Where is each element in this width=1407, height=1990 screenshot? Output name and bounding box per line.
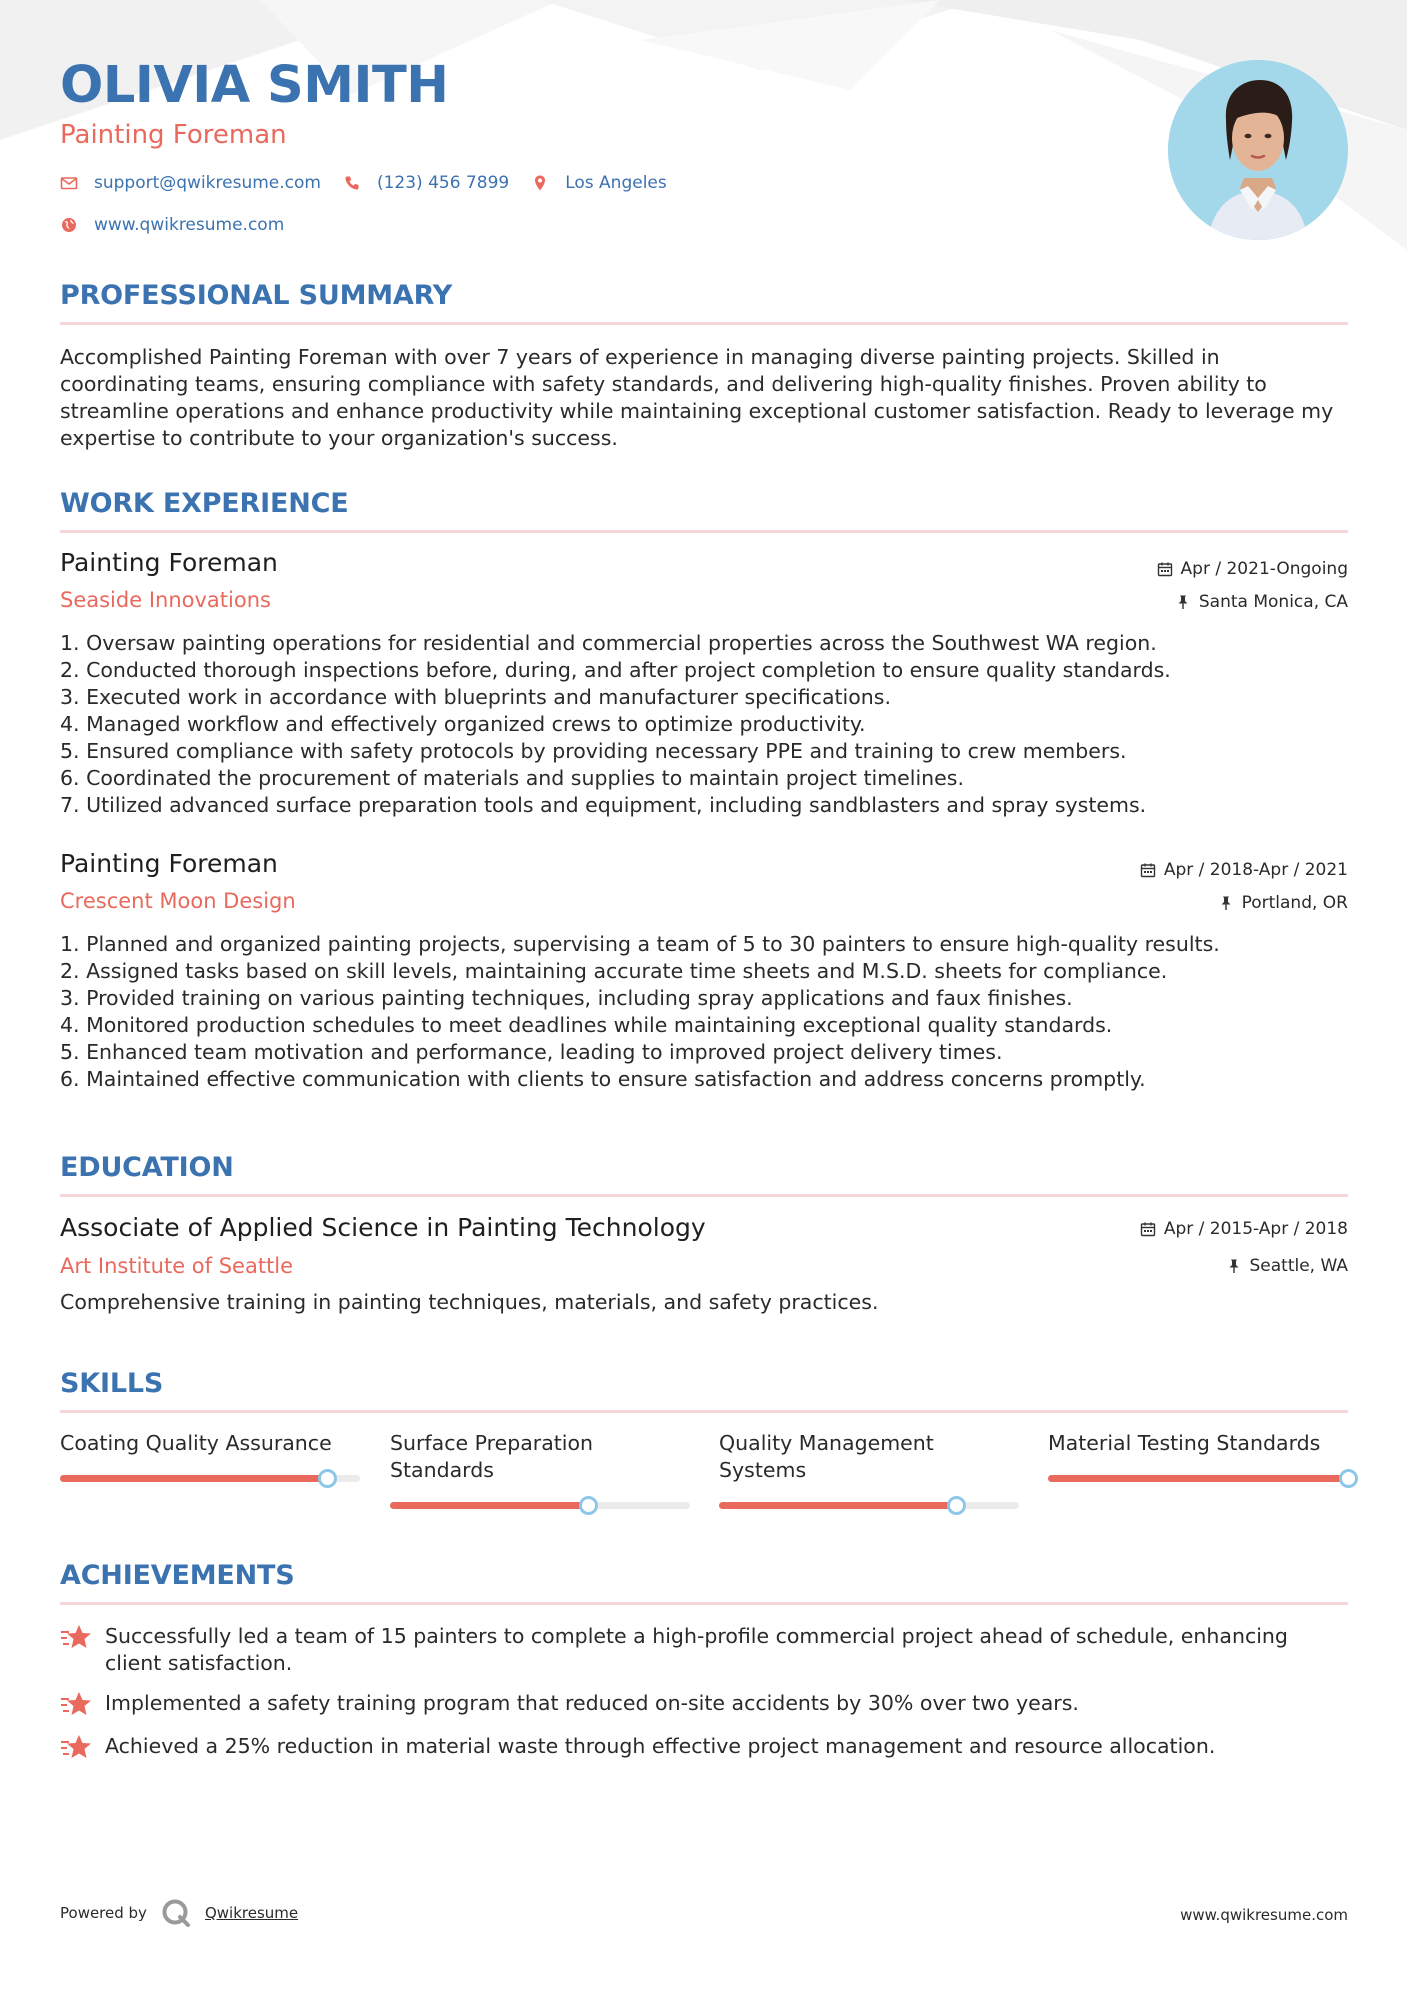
job-dates (1157, 559, 1348, 579)
section-divider (60, 1410, 1348, 1413)
job-location (1175, 592, 1348, 612)
candidate-role: Painting Foreman (60, 120, 287, 150)
job-title: Painting Foreman (60, 849, 278, 878)
skill-item (719, 1430, 1019, 1484)
summary-section-title: PROFESSIONAL SUMMARY (60, 280, 453, 311)
skill-item (60, 1430, 360, 1457)
skill-level-bar (719, 1502, 1019, 1509)
company-name: Crescent Moon Design (60, 889, 296, 913)
list-item: 1. Oversaw painting operations for residential and commercial properties across the Southwest WA region. (60, 631, 1157, 655)
skill-level-fill (390, 1502, 588, 1509)
job-title: Painting Foreman (60, 548, 278, 577)
pushpin-icon (1218, 895, 1234, 911)
list-item: 4. Managed workflow and effectively organized crews to optimize productivity. (60, 712, 866, 736)
company-name: Seaside Innovations (60, 588, 271, 612)
contact-row-primary (60, 173, 689, 193)
location-text: Los Angeles (565, 173, 667, 193)
skill-level-knob (1339, 1469, 1358, 1488)
skill-level-fill (1048, 1475, 1348, 1482)
section-divider (60, 1194, 1348, 1197)
email-text[interactable]: support@qwikresume.com (94, 173, 321, 193)
pushpin-icon (1175, 594, 1191, 610)
star-award-icon (60, 1623, 92, 1651)
skill-level-bar (390, 1502, 690, 1509)
skill-level-fill (719, 1502, 956, 1509)
skill-level-knob (579, 1496, 598, 1515)
skill-name: Surface Preparation Standards (390, 1431, 594, 1482)
list-item: 5. Enhanced team motivation and performance, leading to improved project delivery times. (60, 1040, 1003, 1064)
website-text[interactable]: www.qwikresume.com (94, 215, 285, 235)
skills-section-title: SKILLS (60, 1368, 164, 1399)
list-item: 3. Executed work in accordance with blueprints and manufacturer specifications. (60, 685, 891, 709)
job-bullets (60, 630, 1348, 819)
list-item: 6. Maintained effective communication with clients to ensure satisfaction and address concerns promptly. (60, 1067, 1146, 1091)
powered-by-label: Powered by (60, 1904, 147, 1922)
skill-level-bar (60, 1475, 360, 1482)
website-item[interactable] (60, 215, 284, 235)
achievement-text: Successfully led a team of 15 painters to complete a high-profile commercial project ahead of schedule, enhancing client satisfaction. (105, 1624, 1288, 1675)
globe-icon (60, 216, 78, 234)
job-dates-text: Apr / 2021-Ongoing (1180, 559, 1348, 579)
star-award-icon (60, 1690, 92, 1718)
list-item: 2. Conducted thorough inspections before, during, and after project completion to ensure quality standards. (60, 658, 1171, 682)
list-item: 5. Ensured compliance with safety protocols by providing necessary PPE and training to crew members. (60, 739, 1127, 763)
skill-level-knob (318, 1469, 337, 1488)
education-section-title: EDUCATION (60, 1152, 234, 1183)
degree-title: Associate of Applied Science in Painting Technology (60, 1213, 706, 1242)
job-location (1218, 893, 1348, 913)
job-dates-text: Apr / 2018-Apr / 2021 (1163, 860, 1348, 880)
section-divider (60, 530, 1348, 533)
list-item: 3. Provided training on various painting techniques, including spray applications and faux finishes. (60, 986, 1073, 1010)
calendar-icon (1157, 561, 1173, 577)
list-item: 1. Planned and organized painting projects, supervising a team of 5 to 30 painters to ensure high-quality results. (60, 932, 1220, 956)
phone-icon (343, 174, 361, 192)
skill-name: Quality Management Systems (719, 1431, 934, 1482)
footer-branding (60, 1898, 298, 1928)
skill-item (390, 1430, 690, 1484)
footer-website[interactable]: www.qwikresume.com (1180, 1906, 1348, 1924)
education-location-text: Seattle, WA (1249, 1256, 1348, 1276)
skill-item (1048, 1430, 1348, 1457)
location-item (531, 173, 667, 193)
school-name: Art Institute of Seattle (60, 1254, 294, 1278)
pushpin-icon (1226, 1258, 1242, 1274)
qwikresume-link[interactable]: Qwikresume (204, 1904, 299, 1922)
achievement-text: Implemented a safety training program that reduced on-site accidents by 30% over two years. (105, 1691, 1079, 1715)
phone-text[interactable]: (123) 456 7899 (376, 173, 510, 193)
education-description: Comprehensive training in painting techniques, materials, and safety practices. (60, 1290, 879, 1314)
achievement-item (60, 1690, 1348, 1718)
skill-name: Material Testing Standards (1048, 1431, 1321, 1455)
calendar-icon (1140, 862, 1156, 878)
section-divider (60, 1602, 1348, 1605)
education-dates-text: Apr / 2015-Apr / 2018 (1163, 1219, 1348, 1239)
envelope-icon (60, 174, 78, 192)
job-bullets (60, 931, 1348, 1093)
education-location (1226, 1256, 1349, 1276)
achievement-text: Achieved a 25% reduction in material waste through effective project management and resource allocation. (105, 1734, 1216, 1758)
skill-level-knob (947, 1496, 966, 1515)
contact-row-secondary (60, 215, 306, 235)
experience-section-title: WORK EXPERIENCE (60, 488, 349, 519)
profile-photo (1168, 60, 1348, 240)
skill-level-fill (60, 1475, 327, 1482)
email-item[interactable] (60, 173, 321, 193)
achievement-item (60, 1623, 1348, 1677)
skill-name: Coating Quality Assurance (60, 1431, 332, 1455)
job-location-text: Santa Monica, CA (1198, 592, 1348, 612)
candidate-name: OLIVIA SMITH (60, 56, 449, 115)
qwikresume-logo-icon (161, 1898, 191, 1928)
job-dates (1140, 860, 1348, 880)
list-item: 4. Monitored production schedules to meet deadlines while maintaining exceptional quality standards. (60, 1013, 1113, 1037)
skill-level-bar (1048, 1475, 1348, 1482)
list-item: 7. Utilized advanced surface preparation tools and equipment, including sandblasters and spray systems. (60, 793, 1147, 817)
phone-item[interactable] (343, 173, 509, 193)
list-item: 6. Coordinated the procurement of materials and supplies to maintain project timelines. (60, 766, 964, 790)
summary-text: Accomplished Painting Foreman with over 7 years of experience in managing diverse painting projects. Skilled in coordinating teams, ensuring compliance with safety standards, and delivering high-quality finishes. Proven ability to streamline operations and enhance productivity while maintaining exceptional customer satisfaction. Ready to leverage my expertise to contribute to your organization's success. (60, 345, 1334, 450)
achievements-section-title: ACHIEVEMENTS (60, 1560, 295, 1591)
job-location-text: Portland, OR (1241, 893, 1348, 913)
achievement-item (60, 1733, 1348, 1761)
section-divider (60, 322, 1348, 325)
star-award-icon (60, 1733, 92, 1761)
list-item: 2. Assigned tasks based on skill levels, maintaining accurate time sheets and M.S.D. sheets for compliance. (60, 959, 1168, 983)
map-pin-icon (531, 174, 549, 192)
education-dates (1140, 1219, 1348, 1239)
calendar-icon (1140, 1221, 1156, 1237)
